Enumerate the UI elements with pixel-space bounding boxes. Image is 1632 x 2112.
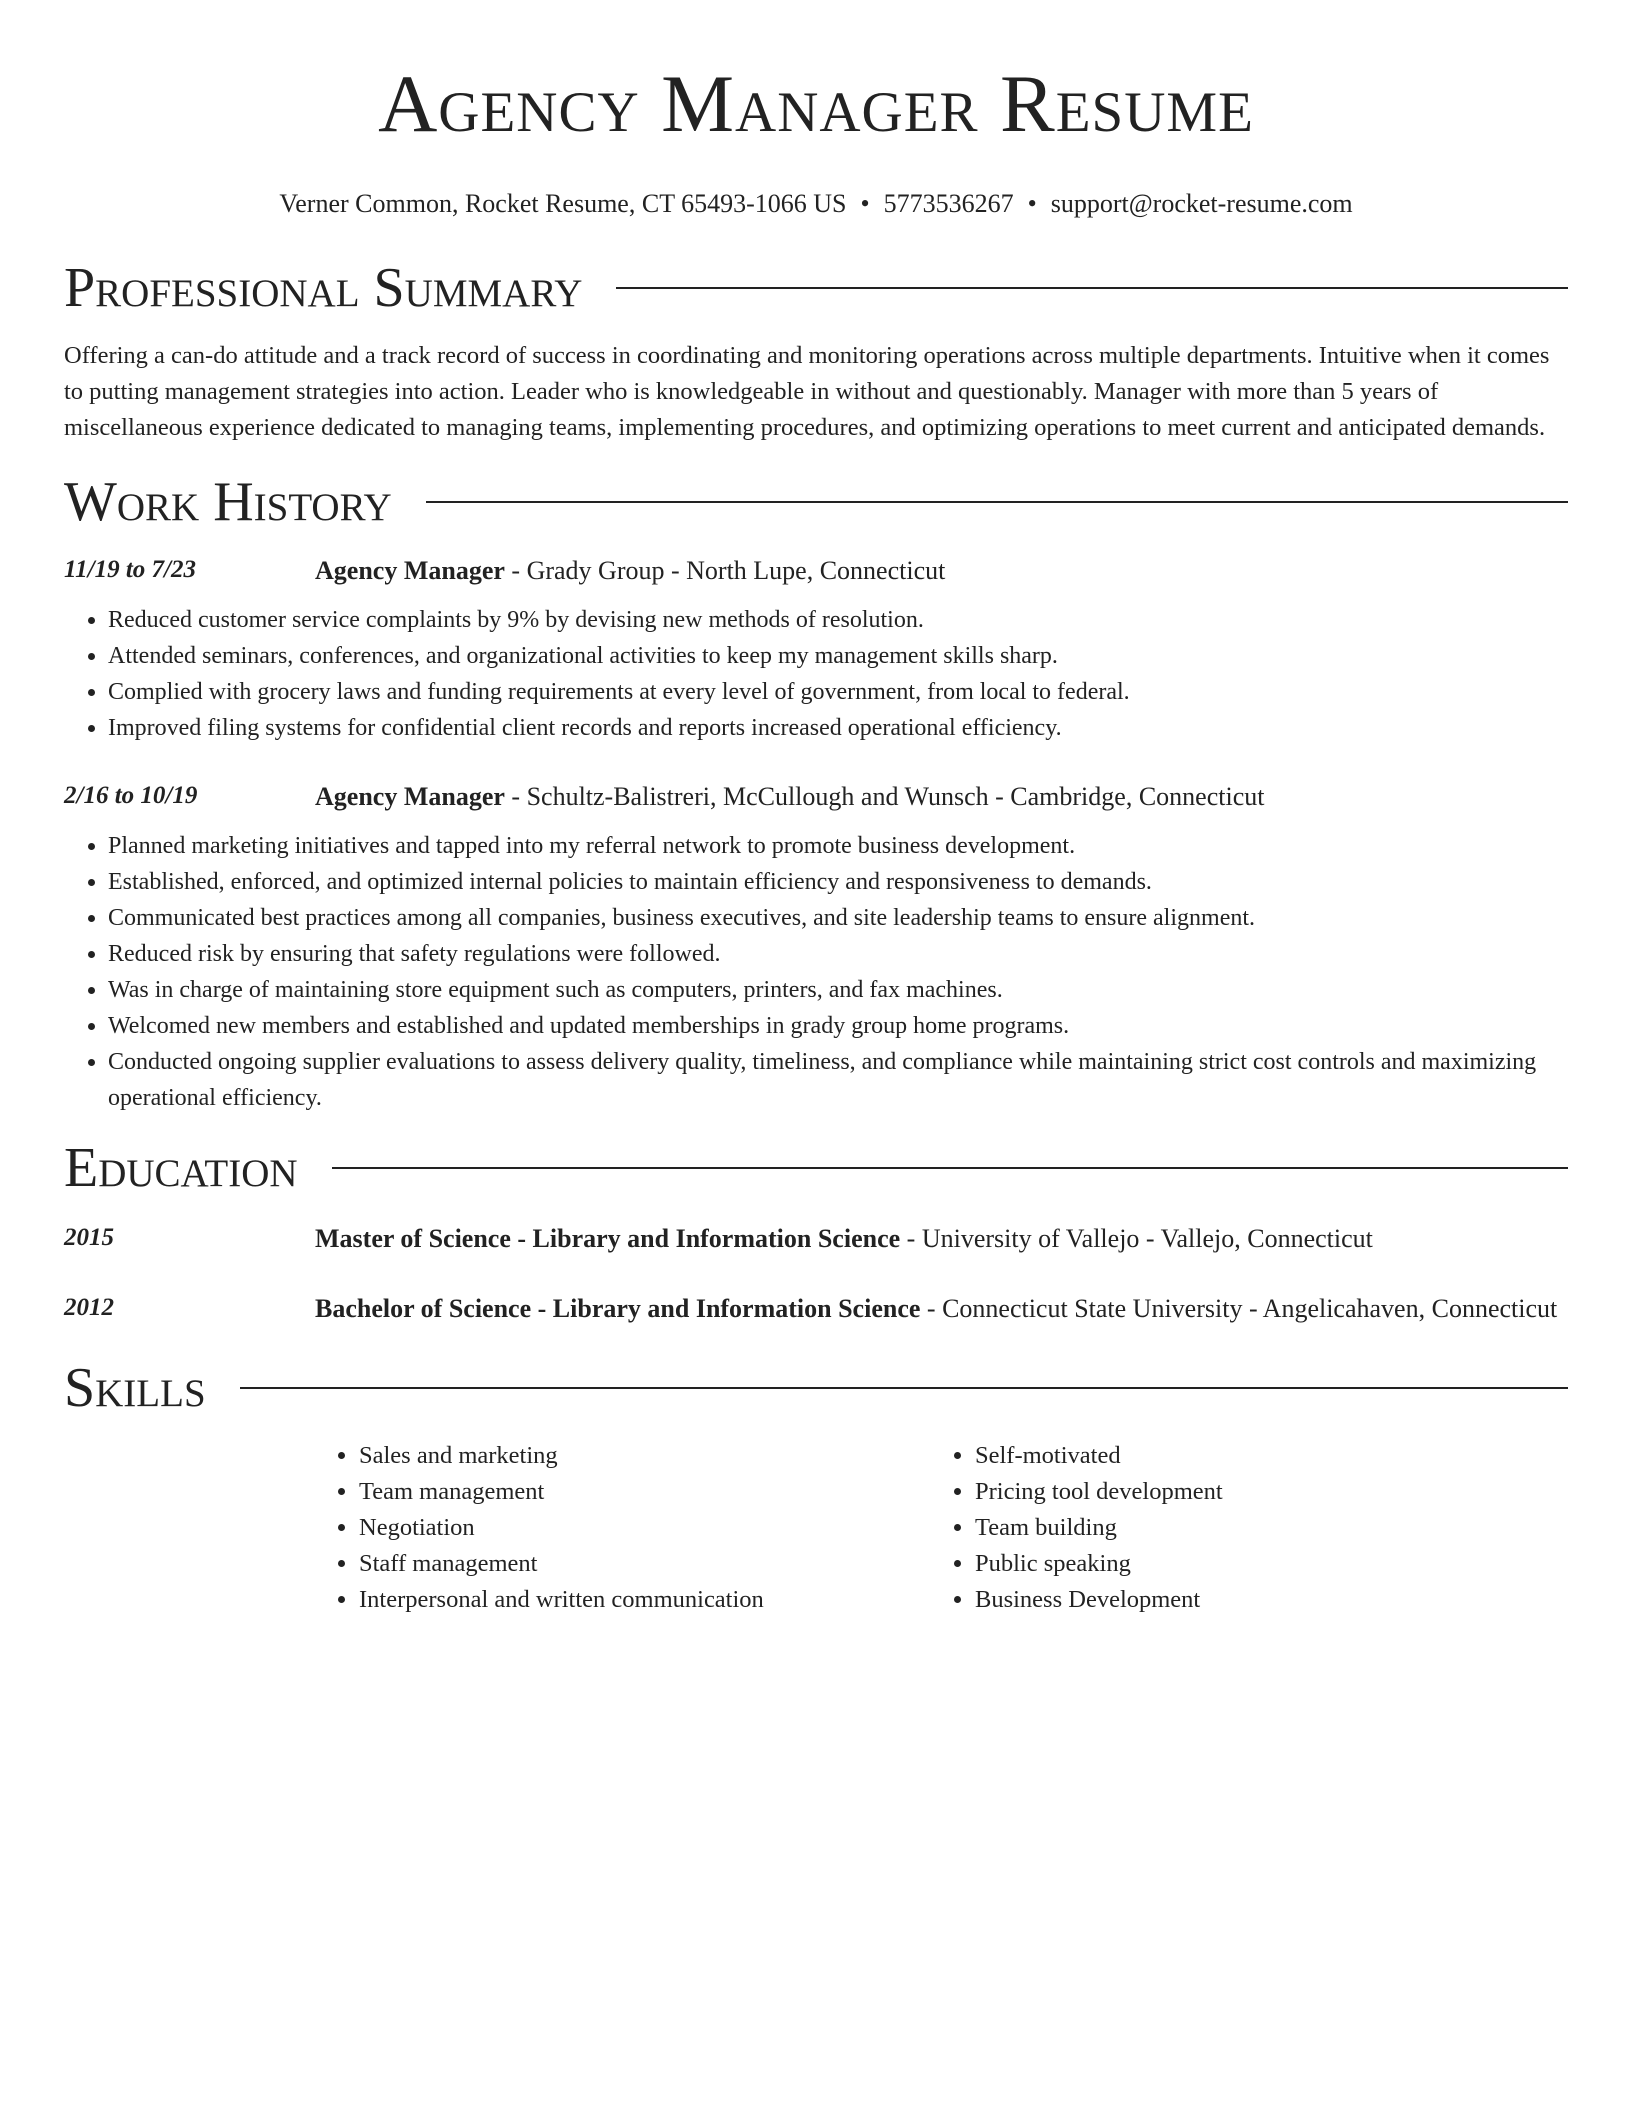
skills-grid <box>315 1438 1568 1618</box>
list-item: • Welcomed new members and established and updated memberships in grady group home programs. <box>108 1008 1568 1044</box>
education-details: - Connecticut State University - Angelicahaven, Connecticut <box>920 1294 1558 1323</box>
job-bullets <box>64 602 1568 746</box>
skill-item: • Sales and marketing <box>359 1438 931 1474</box>
list-item: • Established, enforced, and optimized internal policies to maintain efficiency and responsiveness to demands. <box>108 864 1568 900</box>
list-item: • Was in charge of maintaining store equipment such as computers, printers, and fax machines. <box>108 972 1568 1008</box>
skill-item: • Team building <box>975 1510 1547 1546</box>
work-heading: Work History <box>64 471 392 533</box>
list-item: • Reduced risk by ensuring that safety regulations were followed. <box>108 936 1568 972</box>
skills-column-left <box>315 1438 931 1618</box>
list-item: • Improved filing systems for confidential client records and reports increased operational efficiency. <box>108 710 1568 746</box>
education-line <box>315 1290 1568 1328</box>
job-title: Agency Manager <box>315 782 505 811</box>
section-divider <box>240 1387 1568 1389</box>
education-line <box>315 1220 1568 1258</box>
list-item: • Complied with grocery laws and funding requirements at every level of government, from local to federal. <box>108 674 1568 710</box>
skill-item: • Pricing tool development <box>975 1474 1547 1510</box>
list-item: • Communicated best practices among all companies, business executives, and site leadership teams to ensure alignment. <box>108 900 1568 936</box>
job-entry <box>64 552 1568 746</box>
job-dates: 11/19 to 7/23 <box>64 556 196 583</box>
education-heading: Education <box>64 1137 298 1199</box>
list-item: • Planned marketing initiatives and tapped into my referral network to promote business development. <box>108 828 1568 864</box>
skills-heading: Skills <box>64 1357 206 1419</box>
contact-email: support@rocket-resume.com <box>1050 189 1353 218</box>
skill-item: • Interpersonal and written communication <box>359 1582 931 1618</box>
skill-item: • Staff management <box>359 1546 931 1582</box>
skill-item: • Negotiation <box>359 1510 931 1546</box>
job-bullets <box>64 828 1568 1116</box>
skills-column-right <box>931 1438 1547 1618</box>
list-item: • Attended seminars, conferences, and organizational activities to keep my management skills sharp. <box>108 638 1568 674</box>
education-year: 2012 <box>64 1294 114 1321</box>
skill-item: • Team management <box>359 1474 931 1510</box>
job-dates: 2/16 to 10/19 <box>64 782 198 809</box>
contact-phone: 5773536267 <box>883 189 1014 218</box>
contact-separator: • <box>860 189 870 218</box>
summary-heading: Professional Summary <box>64 257 583 319</box>
skill-item: • Business Development <box>975 1582 1547 1618</box>
job-title-line <box>315 778 1568 816</box>
contact-line <box>64 188 1568 220</box>
resume-title: Agency Manager Resume <box>378 58 1254 149</box>
education-section-header <box>64 1136 1568 1200</box>
list-item: • Reduced customer service complaints by 9% by devising new methods of resolution. <box>108 602 1568 638</box>
section-divider <box>426 501 1568 503</box>
job-title: Agency Manager <box>315 556 505 585</box>
section-divider <box>616 287 1568 289</box>
summary-text: Offering a can-do attitude and a track record of success in coordinating and monitoring operations across multiple departments. Intuitive when it comes to putting management strategies into action. Leader who is knowledgeable in without and questionably. Manager with more than 5 years of miscellaneous experience dedicated to managing teams, implementing procedures, and optimizing operations to meet current and anticipated demands. <box>64 342 1550 441</box>
education-entry <box>64 1290 1568 1328</box>
skill-item: • Self-motivated <box>975 1438 1547 1474</box>
education-details: - University of Vallejo - Vallejo, Connecticut <box>900 1224 1373 1253</box>
summary-section-header <box>64 256 1568 320</box>
education-year: 2015 <box>64 1224 114 1251</box>
education-entry <box>64 1220 1568 1258</box>
job-details: - Schultz-Balistreri, McCullough and Wunsch - Cambridge, Connecticut <box>504 782 1265 811</box>
work-section-header <box>64 470 1568 534</box>
skill-item: • Public speaking <box>975 1546 1547 1582</box>
list-item: • Conducted ongoing supplier evaluations to assess delivery quality, timeliness, and compliance while maintaining strict cost controls and maximizing operational efficiency. <box>108 1044 1568 1116</box>
job-entry <box>64 778 1568 1116</box>
contact-address: Verner Common, Rocket Resume, CT 65493-1066 US <box>279 189 847 218</box>
education-degree: Master of Science - Library and Information Science <box>315 1224 901 1253</box>
education-degree: Bachelor of Science - Library and Information Science <box>315 1294 921 1323</box>
job-details: - Grady Group - North Lupe, Connecticut <box>504 556 946 585</box>
contact-separator: • <box>1027 189 1037 218</box>
skills-section-header <box>64 1356 1568 1420</box>
job-title-line <box>315 552 1568 590</box>
section-divider <box>332 1167 1568 1169</box>
